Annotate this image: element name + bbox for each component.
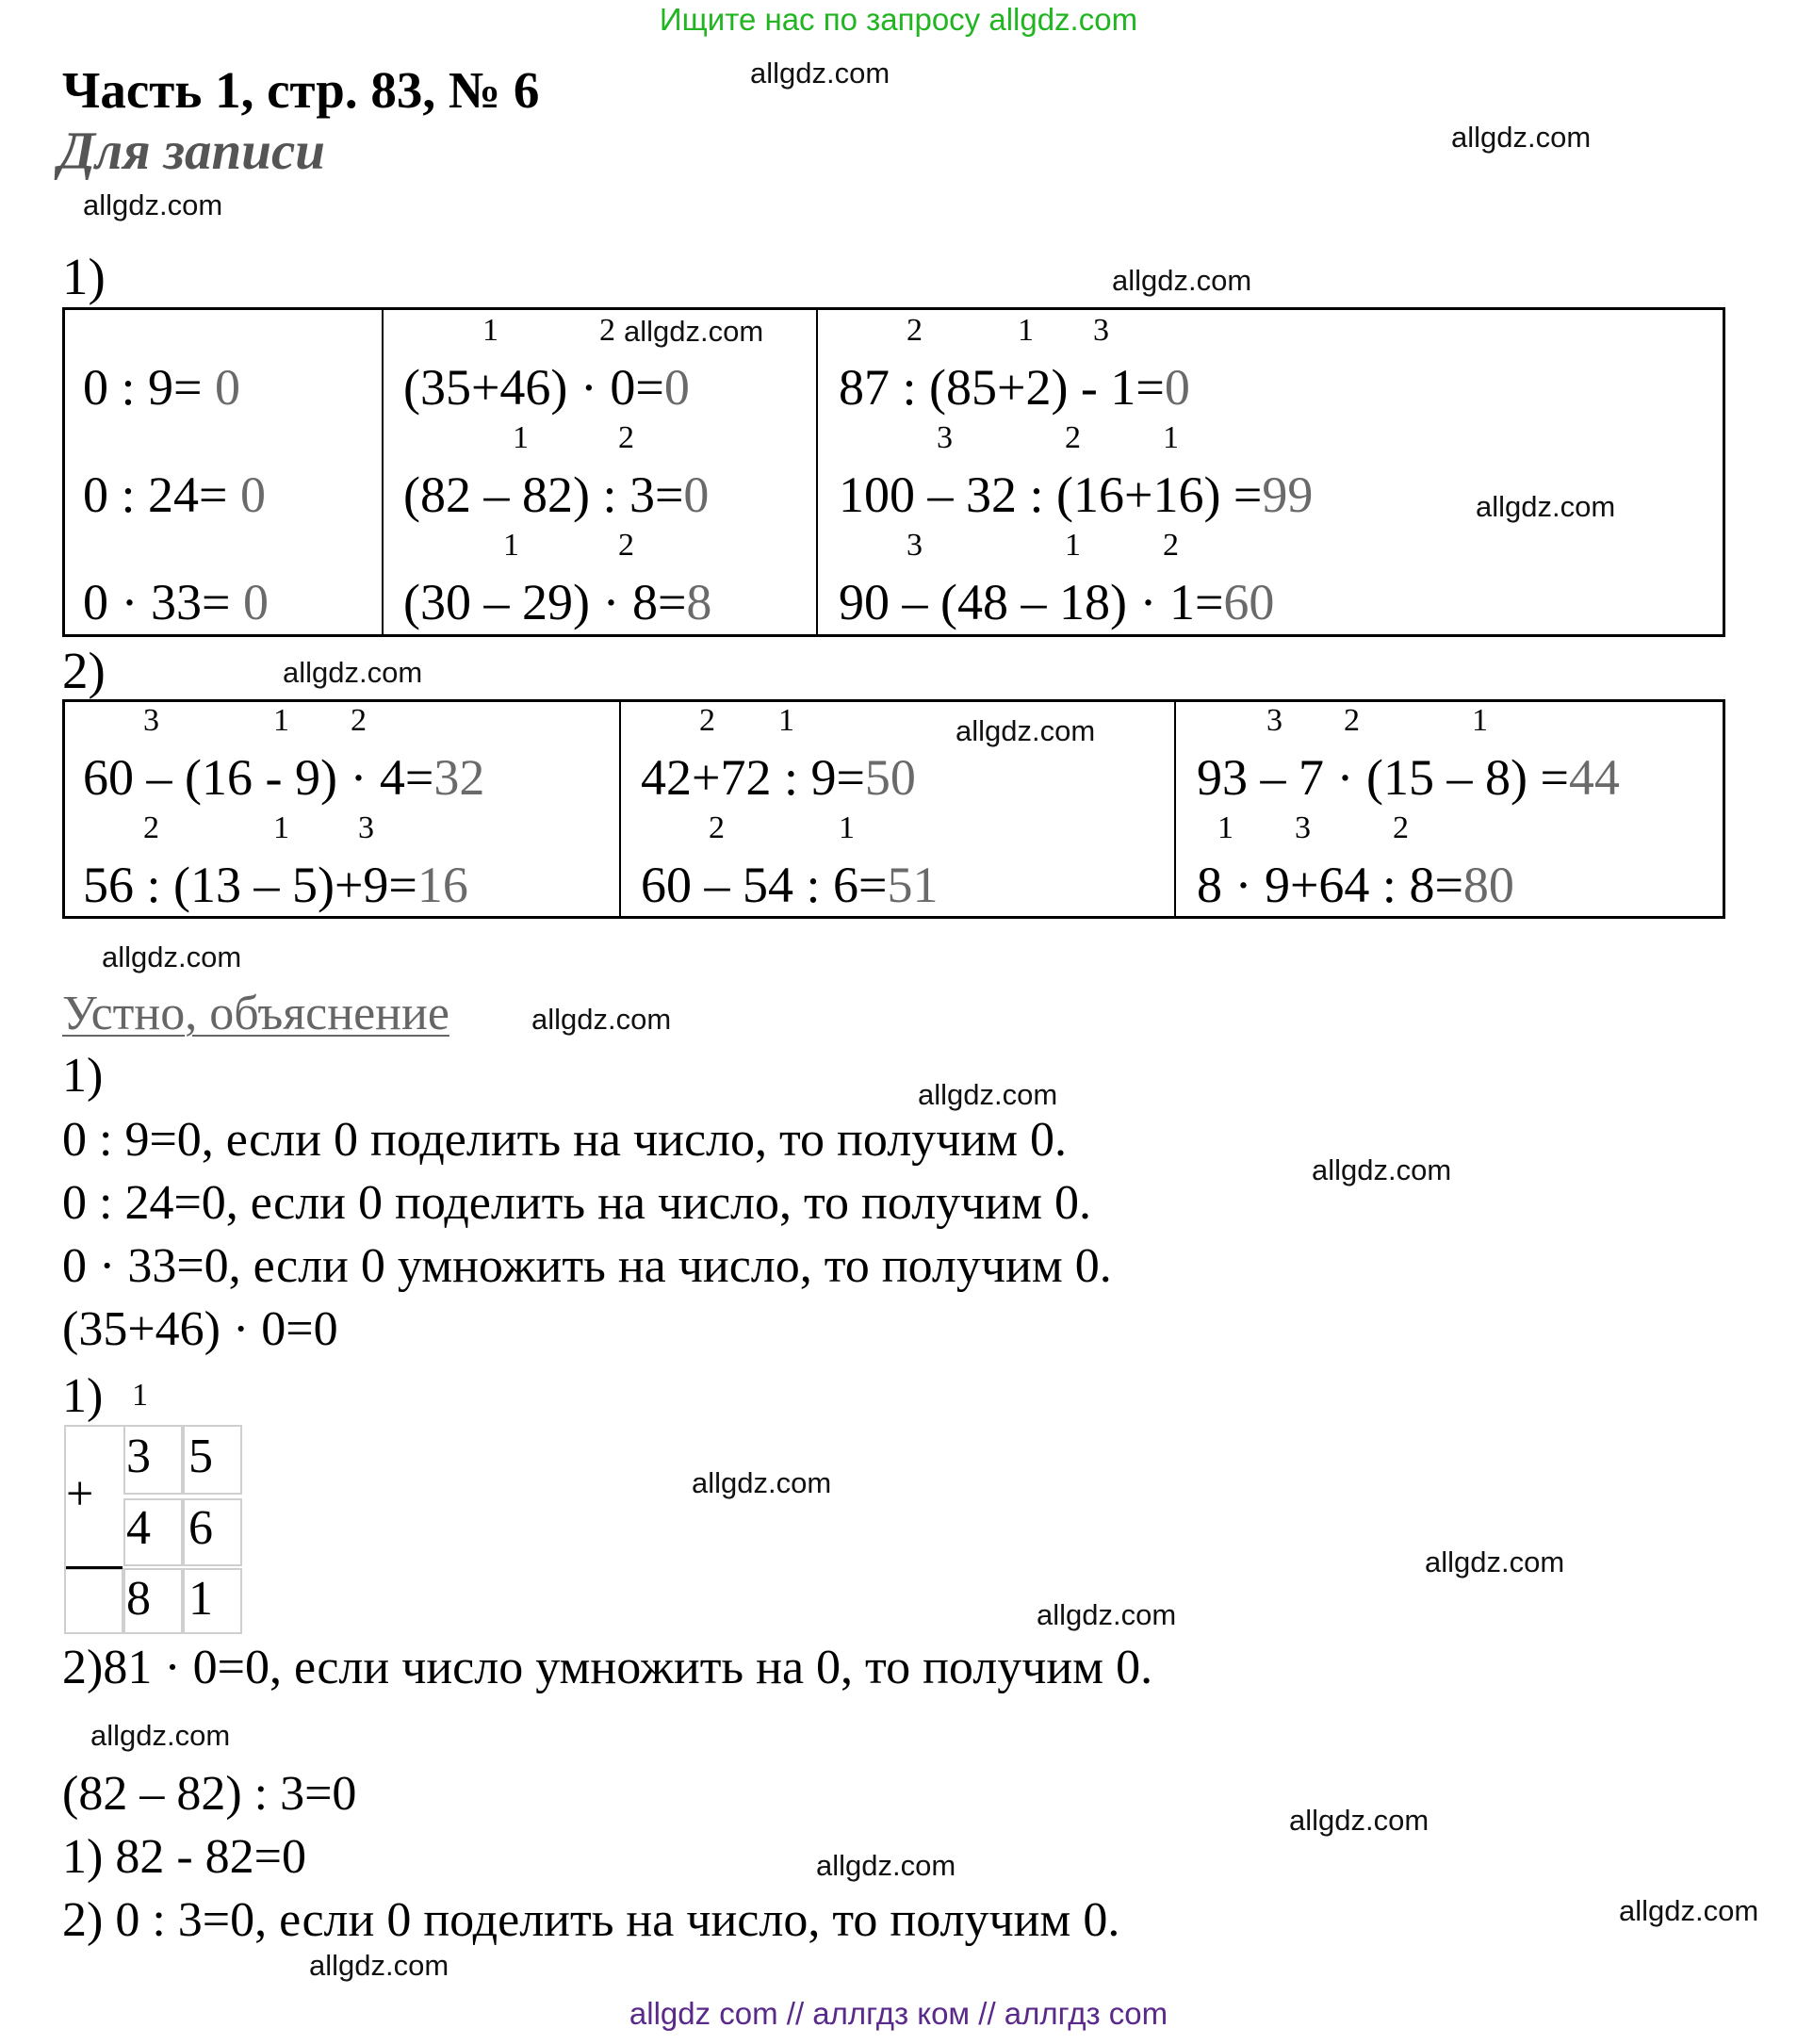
- part2-col-divider: [1174, 700, 1176, 918]
- order-number: 1: [503, 528, 519, 563]
- page-subtitle: Для записи: [58, 122, 325, 181]
- part1-col1-row1: 0 : 9= 0: [83, 359, 240, 416]
- watermark: allgdz.com: [1451, 121, 1592, 154]
- watermark: allgdz.com: [1037, 1598, 1177, 1631]
- watermark: allgdz.com: [1289, 1804, 1429, 1837]
- digit: 1: [188, 1572, 213, 1626]
- order-number: 2: [1344, 703, 1360, 738]
- carry-digit: 1: [132, 1378, 148, 1413]
- footer-links[interactable]: allgdz com // аллгдз ком // аллгдз com: [629, 1996, 1168, 2031]
- watermark: allgdz.com: [90, 1719, 231, 1752]
- part2-col-divider: [619, 700, 621, 918]
- watermark: allgdz.com: [1619, 1894, 1759, 1927]
- part1-col2-row1: (35+46) · 0=0: [403, 359, 690, 416]
- order-number: 3: [358, 810, 374, 845]
- watermark: allgdz.com: [83, 188, 223, 221]
- oral-heading: Устно, объяснение: [62, 987, 449, 1040]
- watermark: allgdz.com: [956, 714, 1096, 747]
- order-number: 2: [599, 313, 615, 348]
- order-number: 2: [1393, 810, 1409, 845]
- search-banner[interactable]: Ищите нас по запросу allgdz.com: [659, 2, 1138, 37]
- part1-label: 1): [62, 248, 106, 305]
- order-number: 2: [618, 528, 634, 563]
- order-number: 2: [618, 420, 634, 455]
- watermark: allgdz.com: [1112, 264, 1252, 297]
- digit: 4: [126, 1501, 151, 1555]
- watermark: allgdz.com: [624, 315, 764, 348]
- order-number: 1: [273, 703, 289, 738]
- order-number: 1: [1472, 703, 1488, 738]
- digit: 3: [126, 1430, 151, 1483]
- oral-step2: 2)81 · 0=0, если число умножить на 0, то получим 0.: [62, 1641, 1153, 1694]
- part2-col1-row1: 60 – (16 - 9) · 4=32: [83, 749, 485, 806]
- order-number: 1: [482, 313, 498, 348]
- part2-col3-row1: 93 – 7 · (15 – 8) =44: [1197, 749, 1620, 806]
- watermark: allgdz.com: [283, 656, 423, 689]
- part2-col2-row2: 60 – 54 : 6=51: [641, 857, 939, 913]
- part1-col3-row1: 87 : (85+2) - 1=0: [839, 359, 1190, 416]
- part1-col1-row2: 0 : 24= 0: [83, 466, 266, 523]
- digit: 8: [126, 1572, 151, 1626]
- oral-label: 1): [62, 1049, 104, 1103]
- part1-col-divider: [816, 308, 818, 636]
- part1-col1-row3: 0 · 33= 0: [83, 574, 269, 630]
- watermark: allgdz.com: [816, 1849, 956, 1882]
- order-number: 3: [143, 703, 159, 738]
- part2-col1-row2: 56 : (13 – 5)+9=16: [83, 857, 468, 913]
- page-title: Часть 1, стр. 83, № 6: [62, 61, 540, 119]
- order-number: 2: [1065, 420, 1081, 455]
- digit: 6: [188, 1501, 213, 1555]
- order-number: 1: [1217, 810, 1233, 845]
- order-number: 1: [778, 703, 794, 738]
- part1-col3-row3: 90 – (48 – 18) · 1=60: [839, 574, 1275, 630]
- watermark: allgdz.com: [1312, 1153, 1452, 1186]
- addition-grid-cell: [64, 1568, 123, 1634]
- step1-label: 1): [62, 1369, 104, 1423]
- watermark: allgdz.com: [531, 1003, 672, 1036]
- part1-col2-row2: (82 – 82) : 3=0: [403, 466, 710, 523]
- oral-expr2-step1: 1) 82 - 82=0: [62, 1830, 306, 1884]
- oral-line: 0 · 33=0, если 0 умножить на число, то получим 0.: [62, 1239, 1112, 1293]
- order-number: 2: [699, 703, 715, 738]
- watermark: allgdz.com: [918, 1078, 1058, 1111]
- watermark: allgdz.com: [1425, 1545, 1565, 1578]
- sum-line: [66, 1566, 123, 1569]
- order-number: 2: [907, 313, 923, 348]
- oral-expr2: (82 – 82) : 3=0: [62, 1767, 357, 1821]
- order-number: 1: [1065, 528, 1081, 563]
- part2-col2-row1: 42+72 : 9=50: [641, 749, 916, 806]
- oral-line: (35+46) · 0=0: [62, 1302, 338, 1356]
- oral-line: 0 : 24=0, если 0 поделить на число, то получим 0.: [62, 1176, 1092, 1230]
- plus-sign: +: [66, 1467, 94, 1521]
- digit: 5: [188, 1430, 213, 1483]
- order-number: 2: [143, 810, 159, 845]
- oral-expr2-step2: 2) 0 : 3=0, если 0 поделить на число, то получим 0.: [62, 1893, 1120, 1947]
- order-number: 3: [907, 528, 923, 563]
- order-number: 1: [273, 810, 289, 845]
- watermark: allgdz.com: [1476, 490, 1616, 523]
- order-number: 1: [513, 420, 529, 455]
- watermark: allgdz.com: [309, 1949, 449, 1982]
- order-number: 1: [839, 810, 855, 845]
- part1-col2-row3: (30 – 29) · 8=8: [403, 574, 712, 630]
- part2-label: 2): [62, 642, 106, 699]
- order-number: 3: [1266, 703, 1282, 738]
- watermark: allgdz.com: [750, 57, 890, 90]
- part2-col3-row2: 8 · 9+64 : 8=80: [1197, 857, 1514, 913]
- order-number: 3: [937, 420, 953, 455]
- oral-line: 0 : 9=0, если 0 поделить на число, то получим 0.: [62, 1113, 1068, 1167]
- watermark: allgdz.com: [692, 1466, 832, 1499]
- order-number: 1: [1018, 313, 1034, 348]
- order-number: 1: [1163, 420, 1179, 455]
- order-number: 3: [1093, 313, 1109, 348]
- part1-col-divider: [382, 308, 384, 636]
- order-number: 2: [709, 810, 725, 845]
- watermark: allgdz.com: [102, 940, 242, 973]
- part1-col3-row2: 100 – 32 : (16+16) =99: [839, 466, 1314, 523]
- order-number: 2: [1163, 528, 1179, 563]
- order-number: 3: [1295, 810, 1311, 845]
- order-number: 2: [351, 703, 367, 738]
